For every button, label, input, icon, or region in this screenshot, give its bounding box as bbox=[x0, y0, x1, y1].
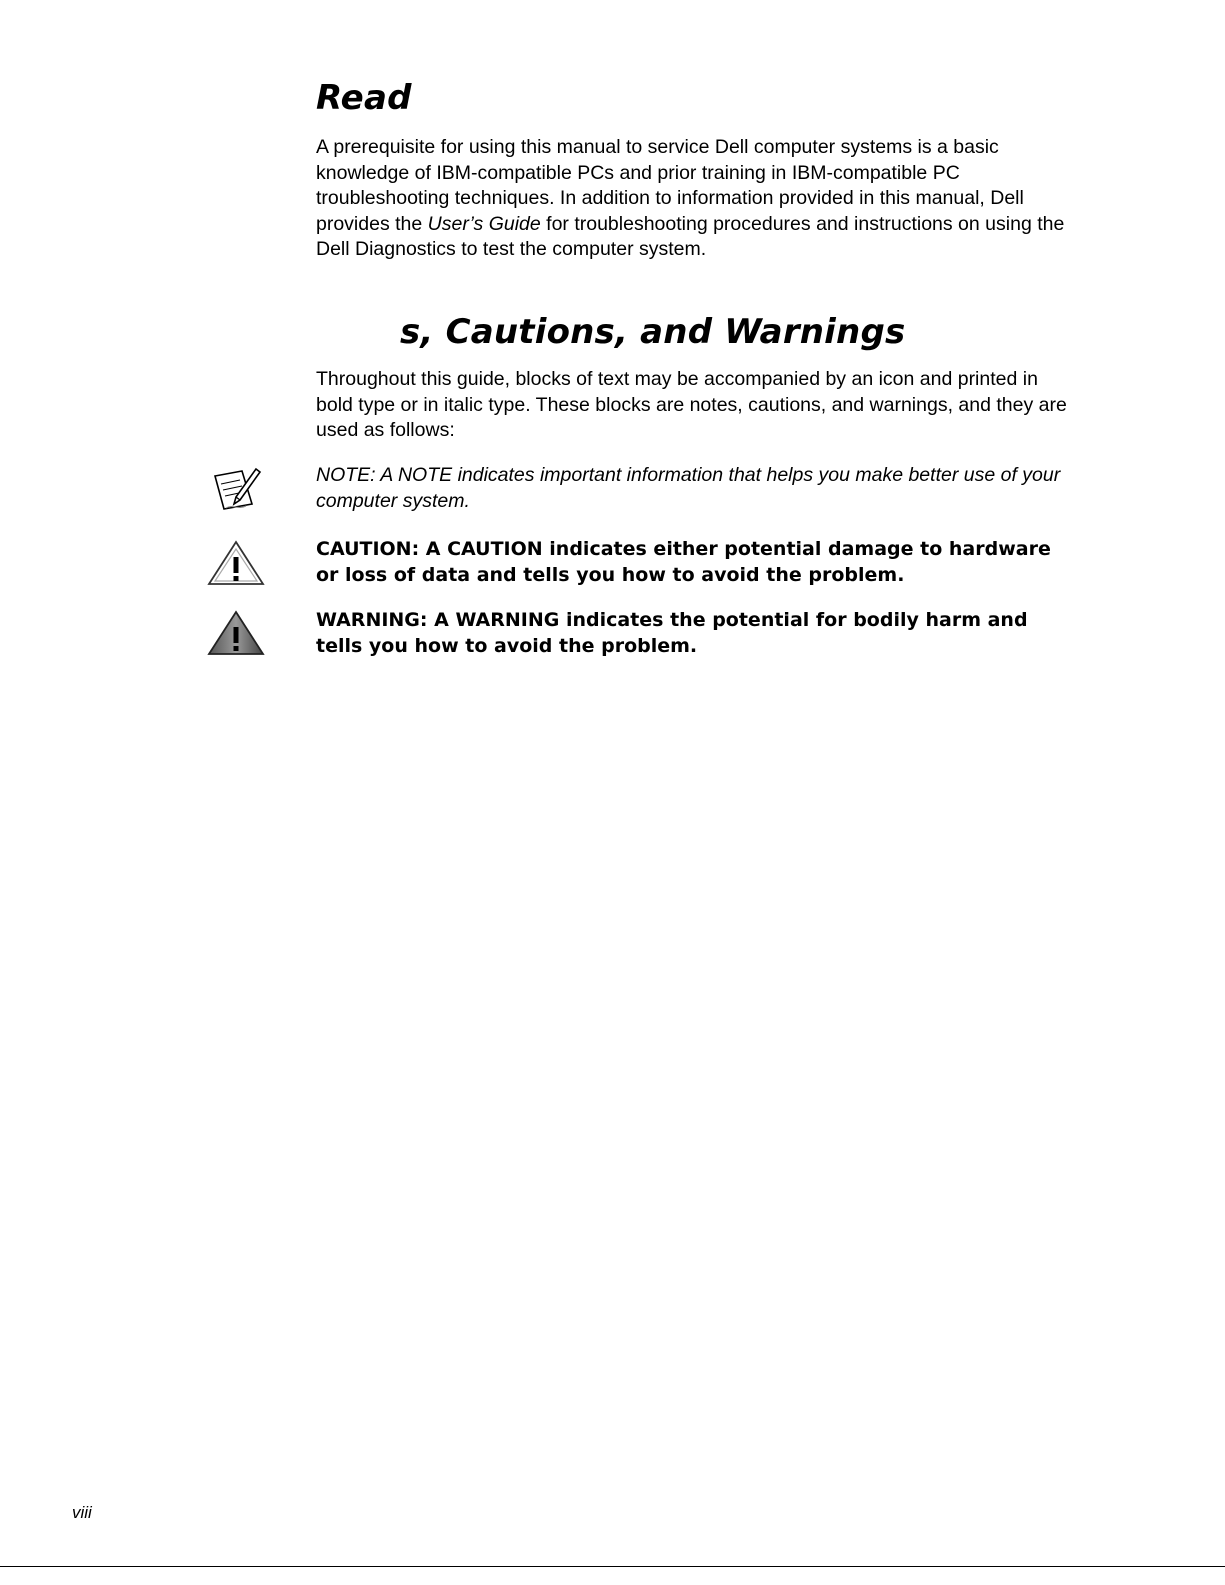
caution-triangle-icon bbox=[207, 540, 265, 586]
note-notice: NOTE: A NOTE indicates important information that helps you make better use of your computer system. bbox=[316, 464, 1061, 512]
section-paragraph-notes: Throughout this guide, blocks of text may be accompanied by an icon and printed in bold type or in italic type. These blocks are notes, cautions, and warnings, and they are used as follows: bbox=[316, 368, 1067, 442]
section-paragraph-read bbox=[316, 135, 1076, 263]
section-heading-notes: s, Cautions, and Warnings bbox=[400, 312, 906, 352]
paragraph-text-start: A prerequisite for using this manual to service Dell computer systems is a basic knowledge of IBM-compatible PCs and prior training in IBM-compatible PC troubleshooting techniques. In addition to information provided in this manual, Dell provides the bbox=[316, 136, 1024, 235]
caution-notice: CAUTION: A CAUTION indicates either potential damage to hardware or loss of data and tells you how to avoid the problem. bbox=[316, 538, 1051, 586]
note-pencil-icon bbox=[212, 466, 262, 512]
warning-triangle-icon bbox=[207, 610, 265, 656]
users-guide-title: User’s Guide bbox=[427, 212, 541, 235]
warning-notice: WARNING: A WARNING indicates the potential for bodily harm and tells you how to avoid the problem. bbox=[316, 609, 1028, 657]
page-bottom-rule bbox=[0, 1566, 1225, 1567]
section-heading-read: Read bbox=[316, 78, 412, 118]
paragraph-text-end: for troubleshooting procedures and instructions on using the Dell Diagnostics to test the computer system. bbox=[316, 212, 1065, 261]
page-number: viii bbox=[72, 1503, 92, 1522]
